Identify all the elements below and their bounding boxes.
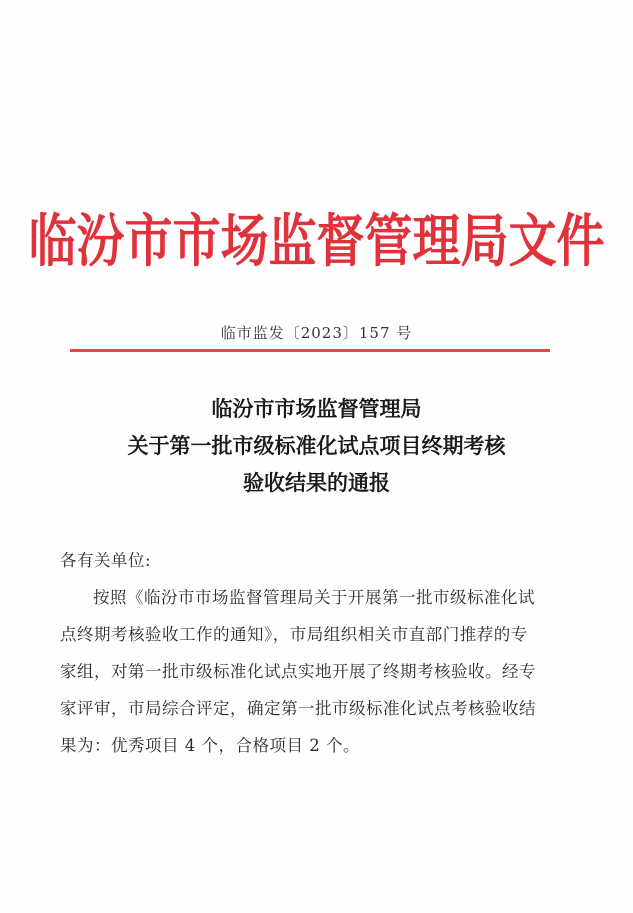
issuer-header: 临汾市市场监督管理局文件 [28, 208, 605, 275]
title-line: 验收结果的通报 [243, 470, 390, 495]
paragraph-line: 果为：优秀项目 4 个，合格项目 2 个。 [60, 736, 360, 755]
title-line: 临汾市市场监督管理局 [211, 396, 422, 421]
paragraph-line: 家组，对第一批市级标准化试点实地开展了终期考核验收。经专 [60, 662, 536, 681]
body-text [60, 542, 580, 764]
title-line: 关于第一批市级标准化试点项目终期考核 [127, 433, 506, 458]
paragraph-line: 家评审，市局综合评定，确定第一批市级标准化试点考核验收结 [60, 699, 536, 718]
notice-title [0, 390, 633, 501]
paragraph-line: 按照《临汾市市场监督管理局关于开展第一批市级标准化试 [93, 588, 535, 607]
paragraph-line: 点终期考核验收工作的通知》，市局组织相关市直部门推荐的专 [60, 625, 528, 644]
red-divider [70, 349, 550, 352]
salutation: 各有关单位: [60, 551, 152, 570]
document-number: 临市监发〔2023〕157 号 [220, 324, 413, 342]
